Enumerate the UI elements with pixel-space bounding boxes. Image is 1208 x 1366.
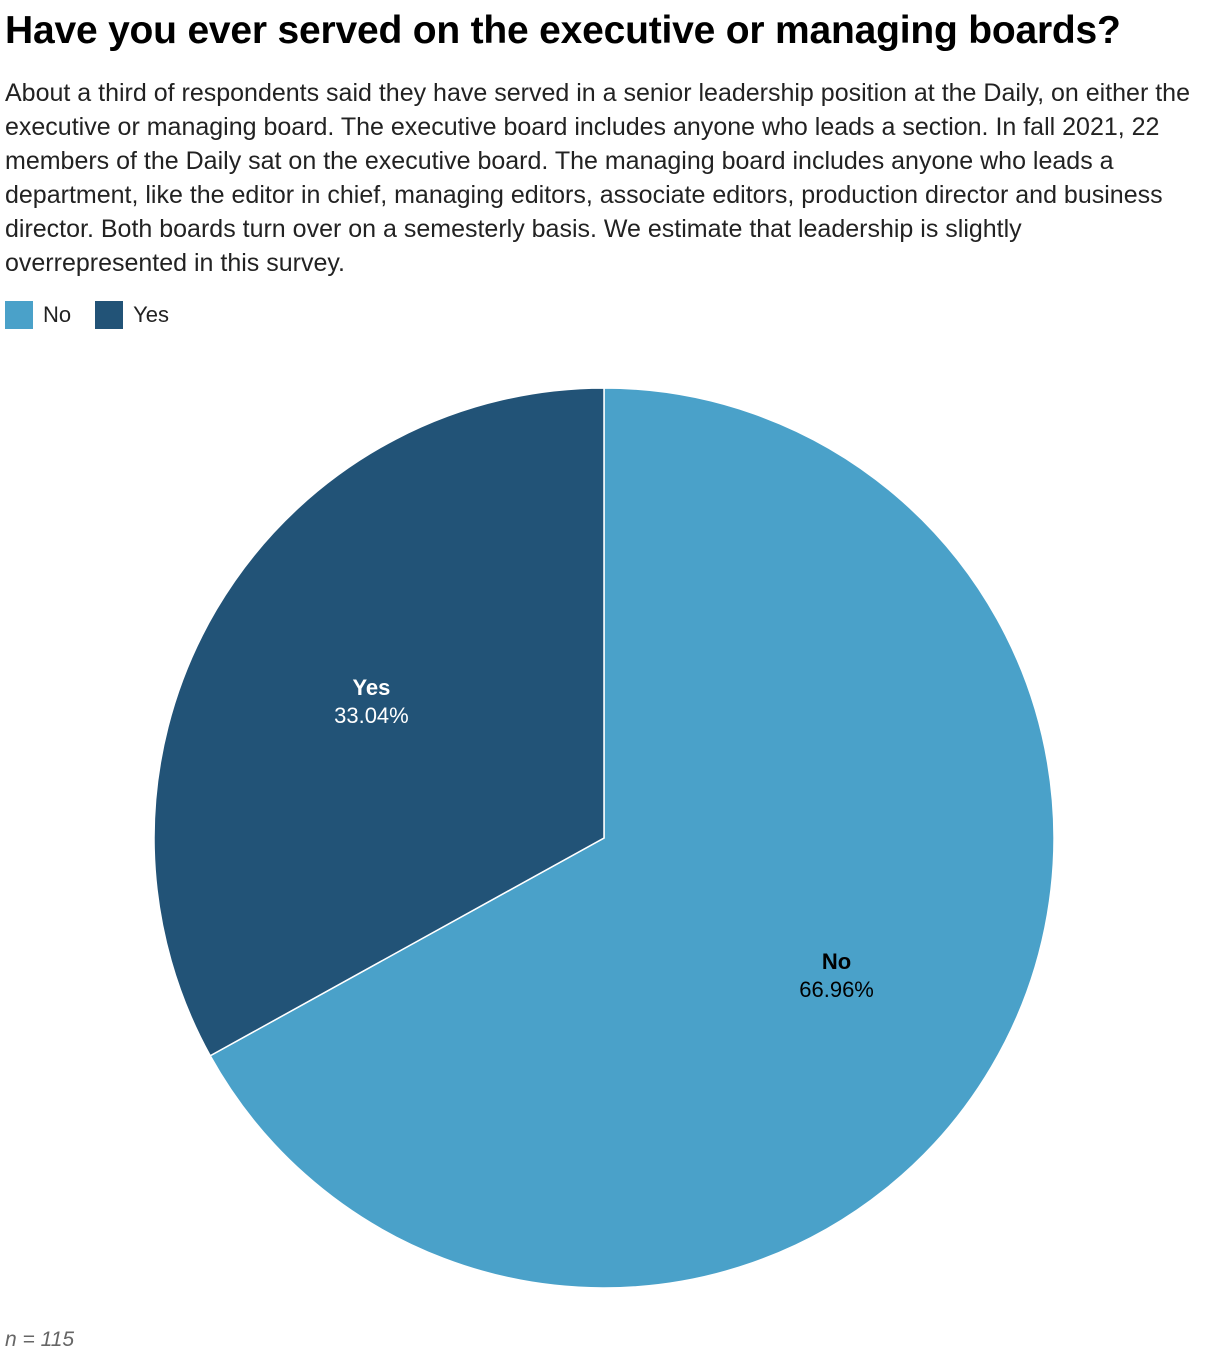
slice-value-yes: 33.04% <box>334 702 409 728</box>
slice-label-yes: Yes <box>352 674 391 700</box>
slice-value-no: 66.96% <box>799 977 874 1003</box>
sample-size-note: n = 115 <box>5 1328 75 1351</box>
legend-swatch-no <box>5 301 33 329</box>
slice-label-no: No <box>821 949 852 975</box>
chart-title: Have you ever served on the executive or managing boards? <box>5 9 1121 52</box>
legend-swatch-yes <box>95 301 123 329</box>
legend-item-no <box>5 301 71 329</box>
legend-label-no: No <box>43 302 72 327</box>
chart-description: About a third of respondents said they have served in a senior leadership position at the Daily, on either the executive or managing board. The executive board includes anyone who leads a section. In fall 2021, 22 members of the Daily sat on the executive board. The managing board includes anyone who leads a department, like the editor in chief, managing editors, associate editors, production director and business director. Both boards turn over on a semesterly basis. We estimate that leadership is slightly overrepresented in this survey. <box>5 79 1190 277</box>
legend-label-yes: Yes <box>133 302 170 327</box>
pie-chart <box>0 370 1208 1310</box>
legend-item-yes <box>95 301 169 329</box>
legend <box>5 300 193 330</box>
